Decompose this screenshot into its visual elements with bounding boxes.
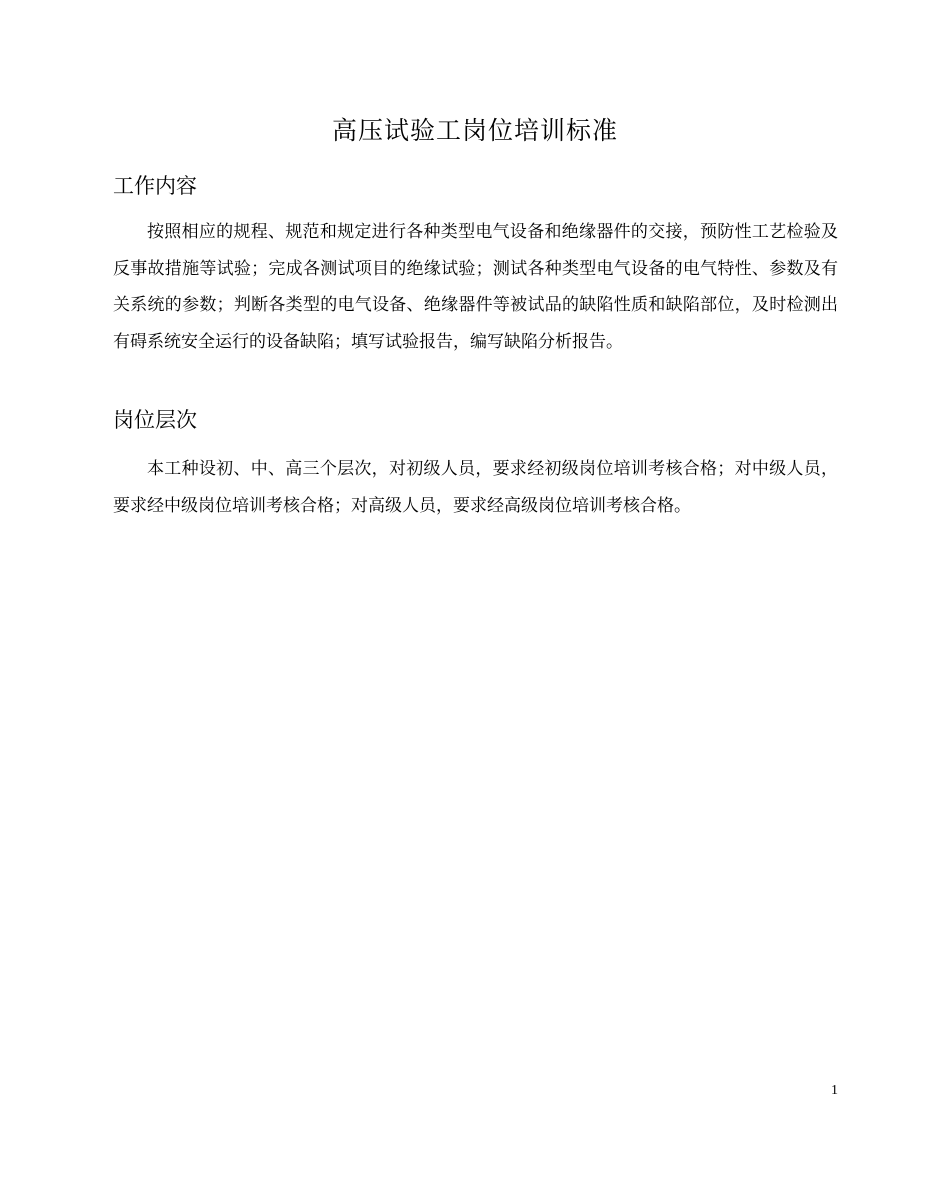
paragraph-job-levels: 本工种设初、中、高三个层次，对初级人员，要求经初级岗位培训考核合格；对中级人员，要求经中级岗位培训考核合格；对高级人员，要求经高级岗位培训考核合格。: [113, 459, 838, 516]
section-heading-work-content: 工作内容: [113, 174, 197, 198]
page-number: 1: [831, 1083, 838, 1098]
paragraph-work-content: 按照相应的规程、规范和规定进行各种类型电气设备和绝缘器件的交接，预防性工艺检验及反事故措施等试验；完成各测试项目的绝缘试验；测试各种类型电气设备的电气特性、参数及有关系统的参数；判断各类型的电气设备、绝缘器件等被试品的缺陷性质和缺陷部位，及时检测出有碍系统安全运行的设备缺陷；填写试验报告，编写缺陷分析报告。: [113, 222, 838, 352]
document-title: 高压试验工岗位培训标准: [331, 116, 618, 145]
section-heading-job-levels: 岗位层次: [113, 408, 197, 432]
